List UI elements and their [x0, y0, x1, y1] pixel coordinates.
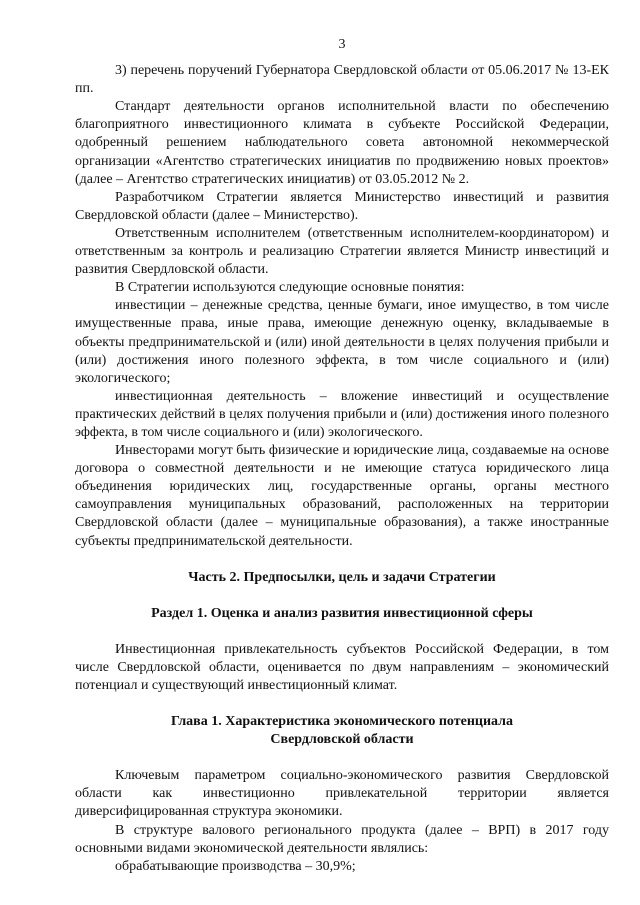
paragraph-grp-structure: В структуре валового регионального продукта (далее – ВРП) в 2017 году основными видами экономической деятельности являлись:: [75, 822, 609, 856]
paragraph-investment-activity-definition: инвестиционная деятельность – вложение инвестиций и осуществление практических действий в целях получения прибыли и (или) достижения иного полезного эффекта, в том числе социального и (или) экологического.: [75, 388, 609, 440]
paragraph-investments-definition: инвестиции – денежные средства, ценные бумаги, иное имущество, в том числе имущественные права, иные права, имеющие денежную оценку, вкладываемые в объекты предпринимательской и (или) иной деятельности в целях получения прибыли и (или) достижения иного полезного эффекта, в том числе социального и (или) экологического;: [75, 298, 609, 386]
paragraph-attractiveness: Инвестиционная привлекательность субъектов Российской Федерации, в том числе Свердловской области, оценивается по двум направлениям – экономический потенциал и существующий инвестиционный климат.: [75, 641, 609, 693]
page-number: 3: [338, 37, 346, 52]
paragraph-key-parameter: Ключевым параметром социально-экономического развития Свердловской области как инвестиционно привлекательной территории является диверсифицированная структура экономики.: [75, 768, 609, 820]
chapter-heading-line2: Свердловской области: [270, 732, 414, 748]
paragraph-investors: Инвесторами могут быть физические и юридические лица, создаваемые на основе договора о совместной деятельности и не имеющие статуса юридического лица объединения юридических лиц, государственные органы, органы местного самоуправления муниципальных образований, расположенных на территории Свердловской области (далее – муниципальные образования), а также иностранные субъекты предпринимательской деятельности.: [75, 443, 609, 549]
paragraph-responsible: Ответственным исполнителем (ответственным исполнителем-координатором) и ответственным за контроль и реализацию Стратегии является Министр инвестиций и развития Свердловской области.: [75, 225, 609, 278]
paragraph-developer: Разработчиком Стратегии является Министерство инвестиций и развития Свердловской области (далее – Министерство).: [75, 189, 609, 223]
paragraph-concepts-intro: В Стратегии используются следующие основные понятия:: [115, 280, 465, 296]
paragraph-decree-list-item: 3) перечень поручений Губернатора Свердловской области от 05.06.2017 № 13-ЕК пп.: [75, 63, 609, 97]
paragraph-manufacturing-share: обрабатывающие производства – 30,9%;: [115, 858, 356, 874]
part-heading: Часть 2. Предпосылки, цель и задачи Стратегии: [188, 569, 496, 585]
chapter-heading-line1: Глава 1. Характеристика экономического потенциала: [170, 714, 514, 730]
section-heading: Раздел 1. Оценка и анализ развития инвестиционной сферы: [151, 605, 533, 621]
paragraph-standard: Стандарт деятельности органов исполнительной власти по обеспечению благоприятного инвестиционного климата в субъекте Российской Федерации, одобренный решением наблюдательного совета автономной некоммерческой организации «Агентство стратегических инициатив по продвижению новых проектов» (далее – Агентство стратегических инициатив) от 03.05.2012 № 2.: [75, 99, 609, 187]
